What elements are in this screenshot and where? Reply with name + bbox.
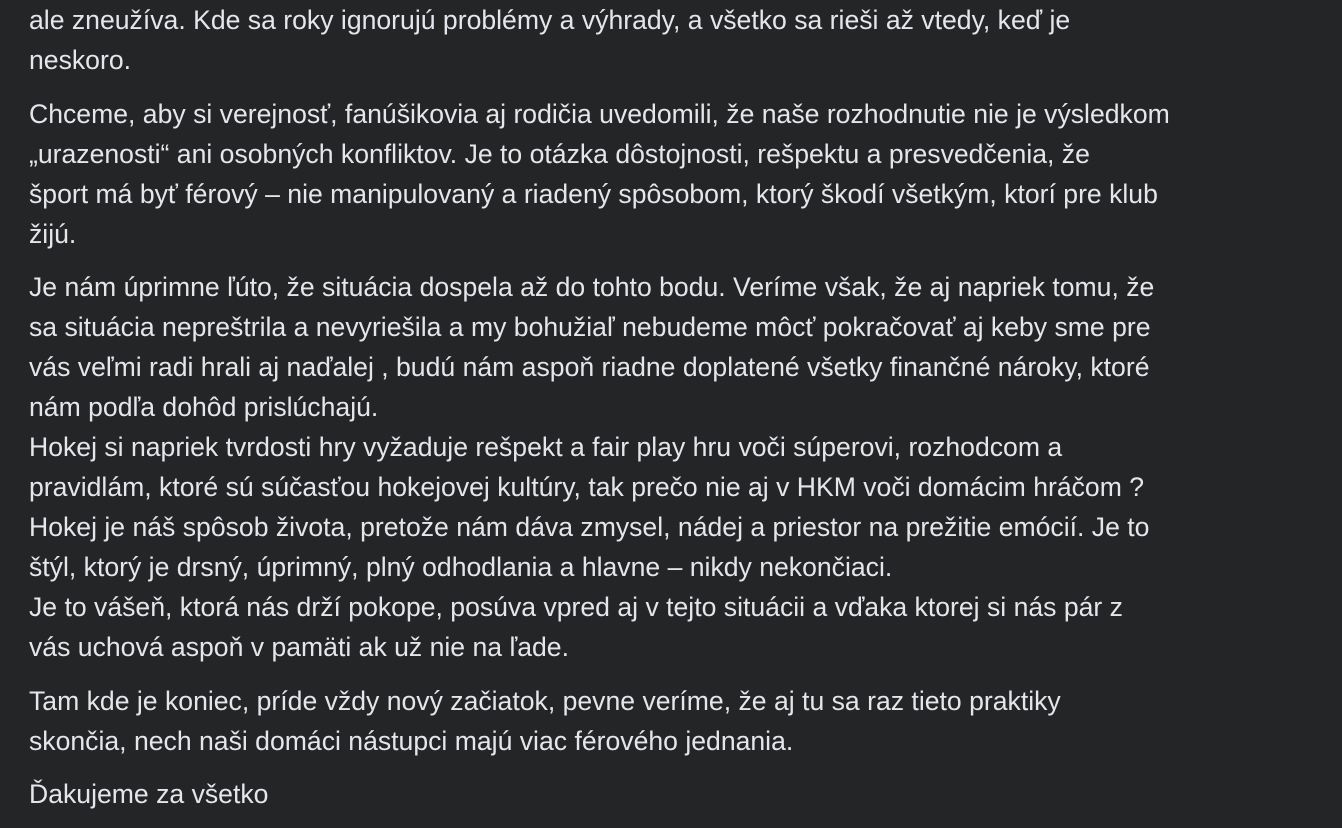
text-line: sa situácia nepreštrila a nevyriešila a my bohužiaľ nebudeme môcť pokračovať aj keby sme pre: [29, 312, 1151, 342]
text-line: neskoro.: [29, 45, 131, 75]
paragraph-4: [29, 681, 1342, 761]
text-line: Hokej je náš spôsob života, pretože nám dáva zmysel, nádej a priestor na prežitie emócií. Je to: [29, 512, 1150, 542]
paragraph-3: [29, 267, 1342, 667]
text-line: „urazenosti“ ani osobných konfliktov. Je to otázka dôstojnosti, rešpektu a presvedčenia, že: [29, 138, 1090, 169]
text-line: skončia, nech naši domáci nástupci majú viac férového jednania.: [29, 725, 794, 756]
text-line: nám podľa dohôd prislúchajú.: [29, 392, 379, 422]
text-line: vás uchová aspoň v pamäti ak už nie na ľade.: [29, 632, 569, 662]
paragraph-2: [29, 94, 1342, 254]
text-line: Je nám úprimne ľúto, že situácia dospela až do tohto bodu. Veríme však, že aj napriek tomu, že: [29, 272, 1155, 302]
post-text: [29, 0, 1342, 828]
text-line: vás veľmi radi hrali aj naďalej , budú nám aspoň riadne doplatené všetky finančné nároky, ktoré: [29, 352, 1150, 382]
text-line: štýl, ktorý je drsný, úprimný, plný odhodlania a hlavne – nikdy nekončiaci.: [29, 552, 893, 582]
text-line: Je to vášeň, ktorá nás drží pokope, posúva vpred aj v tejto situácii a vďaka ktorej si nás pár z: [29, 592, 1123, 622]
text-line: Hokej si napriek tvrdosti hry vyžaduje rešpekt a fair play hru voči súperovi, rozhodcom a: [29, 432, 1063, 462]
text-line: Chceme, aby si verejnosť, fanúšikovia aj rodičia uvedomili, že naše rozhodnutie nie je výsledkom: [29, 98, 1170, 129]
text-line: ale zneužíva. Kde sa roky ignorujú problémy a výhrady, a všetko sa rieši až vtedy, keď je: [29, 5, 1071, 35]
text-line: šport má byť férový – nie manipulovaný a riadený spôsobom, ktorý škodí všetkým, ktorí pre klub: [29, 178, 1158, 209]
text-line: pravidlám, ktoré sú súčasťou hokejovej kultúry, tak prečo nie aj v HKM voči domácim hráčom ?: [29, 472, 1145, 502]
paragraph-5: [29, 774, 1342, 814]
text-line: Tam kde je koniec, príde vždy nový začiatok, pevne veríme, že aj tu sa raz tieto praktiky: [29, 685, 1061, 716]
text-line: Ďakujeme za všetko: [29, 779, 269, 809]
text-line: žijú.: [29, 218, 77, 249]
paragraph-1: [29, 0, 1342, 80]
